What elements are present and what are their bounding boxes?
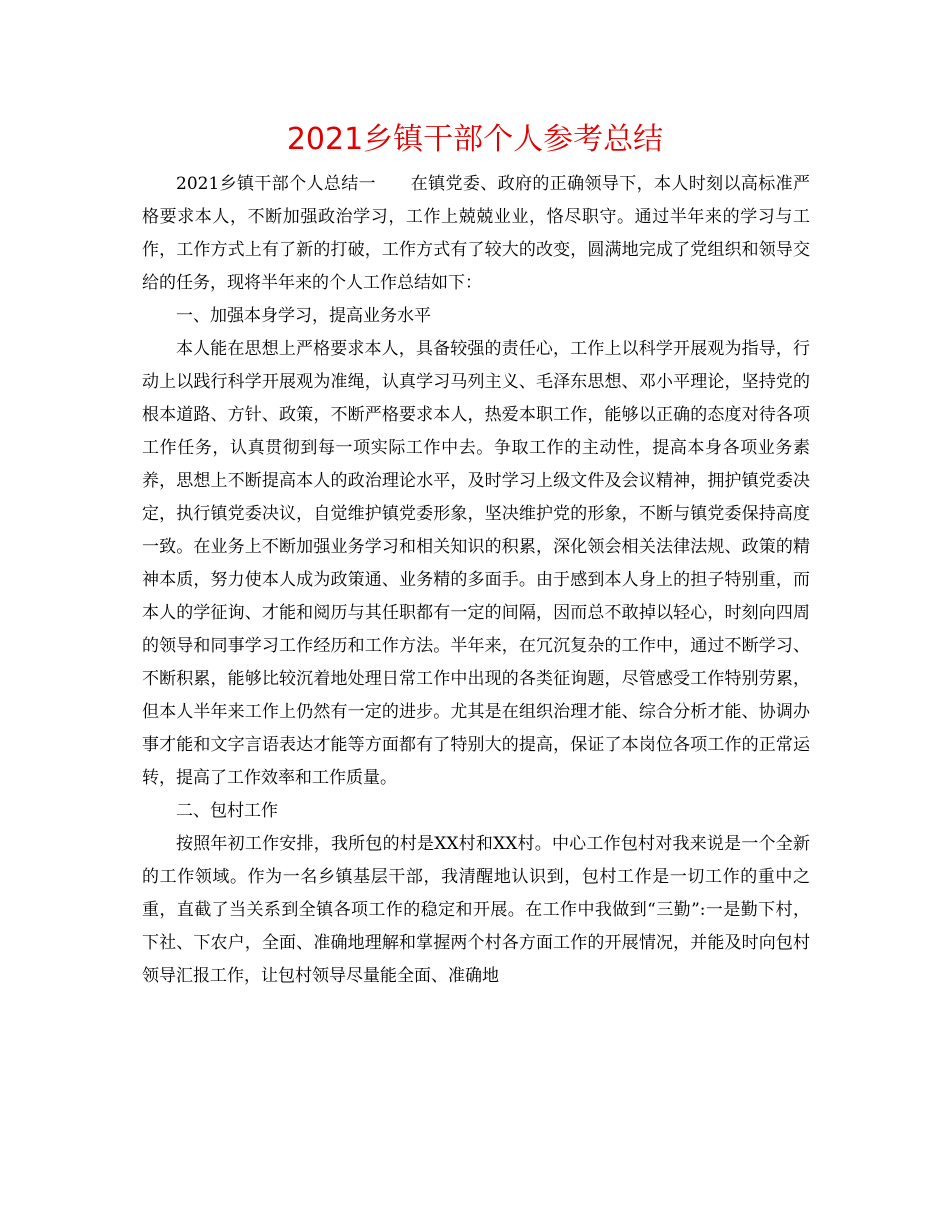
- paragraph-study: 本人能在思想上严格要求本人，具备较强的责任心，工作上以科学开展观为指导，行动上以践行科学开展观为准绳，认真学习马列主义、毛泽东思想、邓小平理论，坚持党的根本道路、方针、政策，不断严格要求本人，热爱本职工作，能够以正确的态度对待各项工作任务，认真贯彻到每一项实际工作中去。争取工作的主动性，提高本身各项业务素养，思想上不断提高本人的政治理论水平，及时学习上级文件及会议精神，拥护镇党委决定，执行镇党委决议，自觉维护镇党委形象，坚决维护党的形象，不断与镇党委保持高度一致。在业务上不断加强业务学习和相关知识的积累，深化领会相关法律法规、政策的精神本质，努力使本人成为政策通、业务精的多面手。由于感到本人身上的担子特别重，而本人的学征询、才能和阅历与其任职都有一定的间隔，因而总不敢掉以轻心，时刻向四周的领导和同事学习工作经历和工作方法。半年来，在冗沉复杂的工作中，通过不断学习、不断积累，能够比较沉着地处理日常工作中出现的各类征询题，尽管感受工作特别劳累，但本人半年来工作上仍然有一定的进步。尤其是在组织治理才能、综合分析才能、协调办事才能和文字言语表达才能等方面都有了特别大的提高，保证了本岗位各项工作的正常运转，提高了工作效率和工作质量。: [142, 339, 810, 788]
- document-title: 2021乡镇干部个人参考总结: [286, 122, 664, 157]
- section-heading-2: 二、包村工作: [176, 801, 278, 821]
- paragraph-village-work: 按照年初工作安排，我所包的村是XX村和XX村。中心工作包村对我来说是一个全新的工作领域。作为一名乡镇基层干部，我清醒地认识到，包村工作是一切工作的重中之重，直截了当关系到全镇各项工作的稳定和开展。在工作中我做到“三勤”:一是勤下村，下社、下农户，全面、准确地理解和掌握两个村各方面工作的开展情况，并能及时向包村领导汇报工作，让包村领导尽量能全面、准确地: [142, 834, 810, 986]
- paragraph-intro: 2021乡镇干部个人总结一 在镇党委、政府的正确领导下，本人时刻以高标准严格要求本人，不断加强政治学习，工作上兢兢业业，恪尽职守。通过半年来的学习与工作，工作方式上有了新的打破，工作方式有了较大的改变，圆满地完成了党组织和领导交给的任务，现将半年来的个人工作总结如下：: [142, 174, 810, 293]
- section-heading-1: 一、加强本身学习，提高业务水平: [176, 306, 431, 326]
- document-body: [142, 168, 810, 993]
